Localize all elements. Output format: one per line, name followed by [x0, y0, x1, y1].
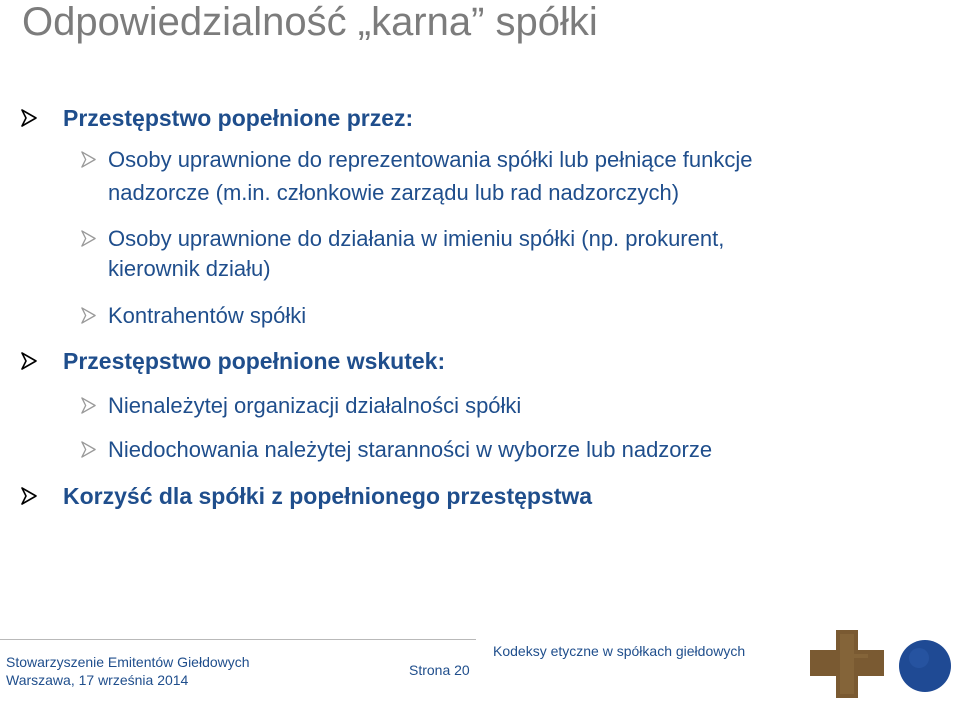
- subitem-text: Nienależytej organizacji działalności spółki: [108, 393, 522, 418]
- arrowhead-bullet-icon: [20, 109, 38, 127]
- bullet-text: Korzyść dla spółki z popełnionego przestępstwa: [63, 483, 593, 509]
- subitem-text: kierownik działu): [108, 256, 271, 281]
- arrowhead-bullet-icon: [20, 352, 38, 370]
- arrowhead-bullet-icon: [20, 487, 38, 505]
- slide-title: Odpowiedzialność „karna” spółki: [22, 0, 598, 44]
- subitem-text: Osoby uprawnione do działania w imieniu spółki (np. prokurent,: [108, 226, 725, 251]
- subitem-text: Osoby uprawnione do reprezentowania spółki lub pełniące funkcje: [108, 147, 753, 172]
- blue-circle-logo-icon: [897, 638, 953, 694]
- arrowhead-bullet-icon: [80, 441, 97, 458]
- subitem-text: Niedochowania należytej staranności w wyborze lub nadzorze: [108, 437, 713, 462]
- arrowhead-bullet-icon: [80, 230, 97, 247]
- brown-cross-logo-icon: [808, 628, 886, 700]
- footer-divider: [0, 639, 476, 640]
- bullet-text: Przestępstwo popełnione wskutek:: [63, 348, 446, 374]
- subitem-text: nadzorcze (m.in. członkowie zarządu lub rad nadzorczych): [108, 180, 680, 205]
- footer-location-date: Warszawa, 17 września 2014: [6, 672, 189, 688]
- footer-organization: Stowarzyszenie Emitentów Giełdowych: [6, 654, 250, 670]
- footer-page-number: Strona 20: [409, 662, 470, 678]
- subitem-text: Kontrahentów spółki: [108, 303, 307, 328]
- arrowhead-bullet-icon: [80, 151, 97, 168]
- bullet-text: Przestępstwo popełnione przez:: [63, 105, 414, 131]
- arrowhead-bullet-icon: [80, 397, 97, 414]
- footer-topic: Kodeksy etyczne w spółkach giełdowych: [493, 643, 746, 659]
- arrowhead-bullet-icon: [80, 307, 97, 324]
